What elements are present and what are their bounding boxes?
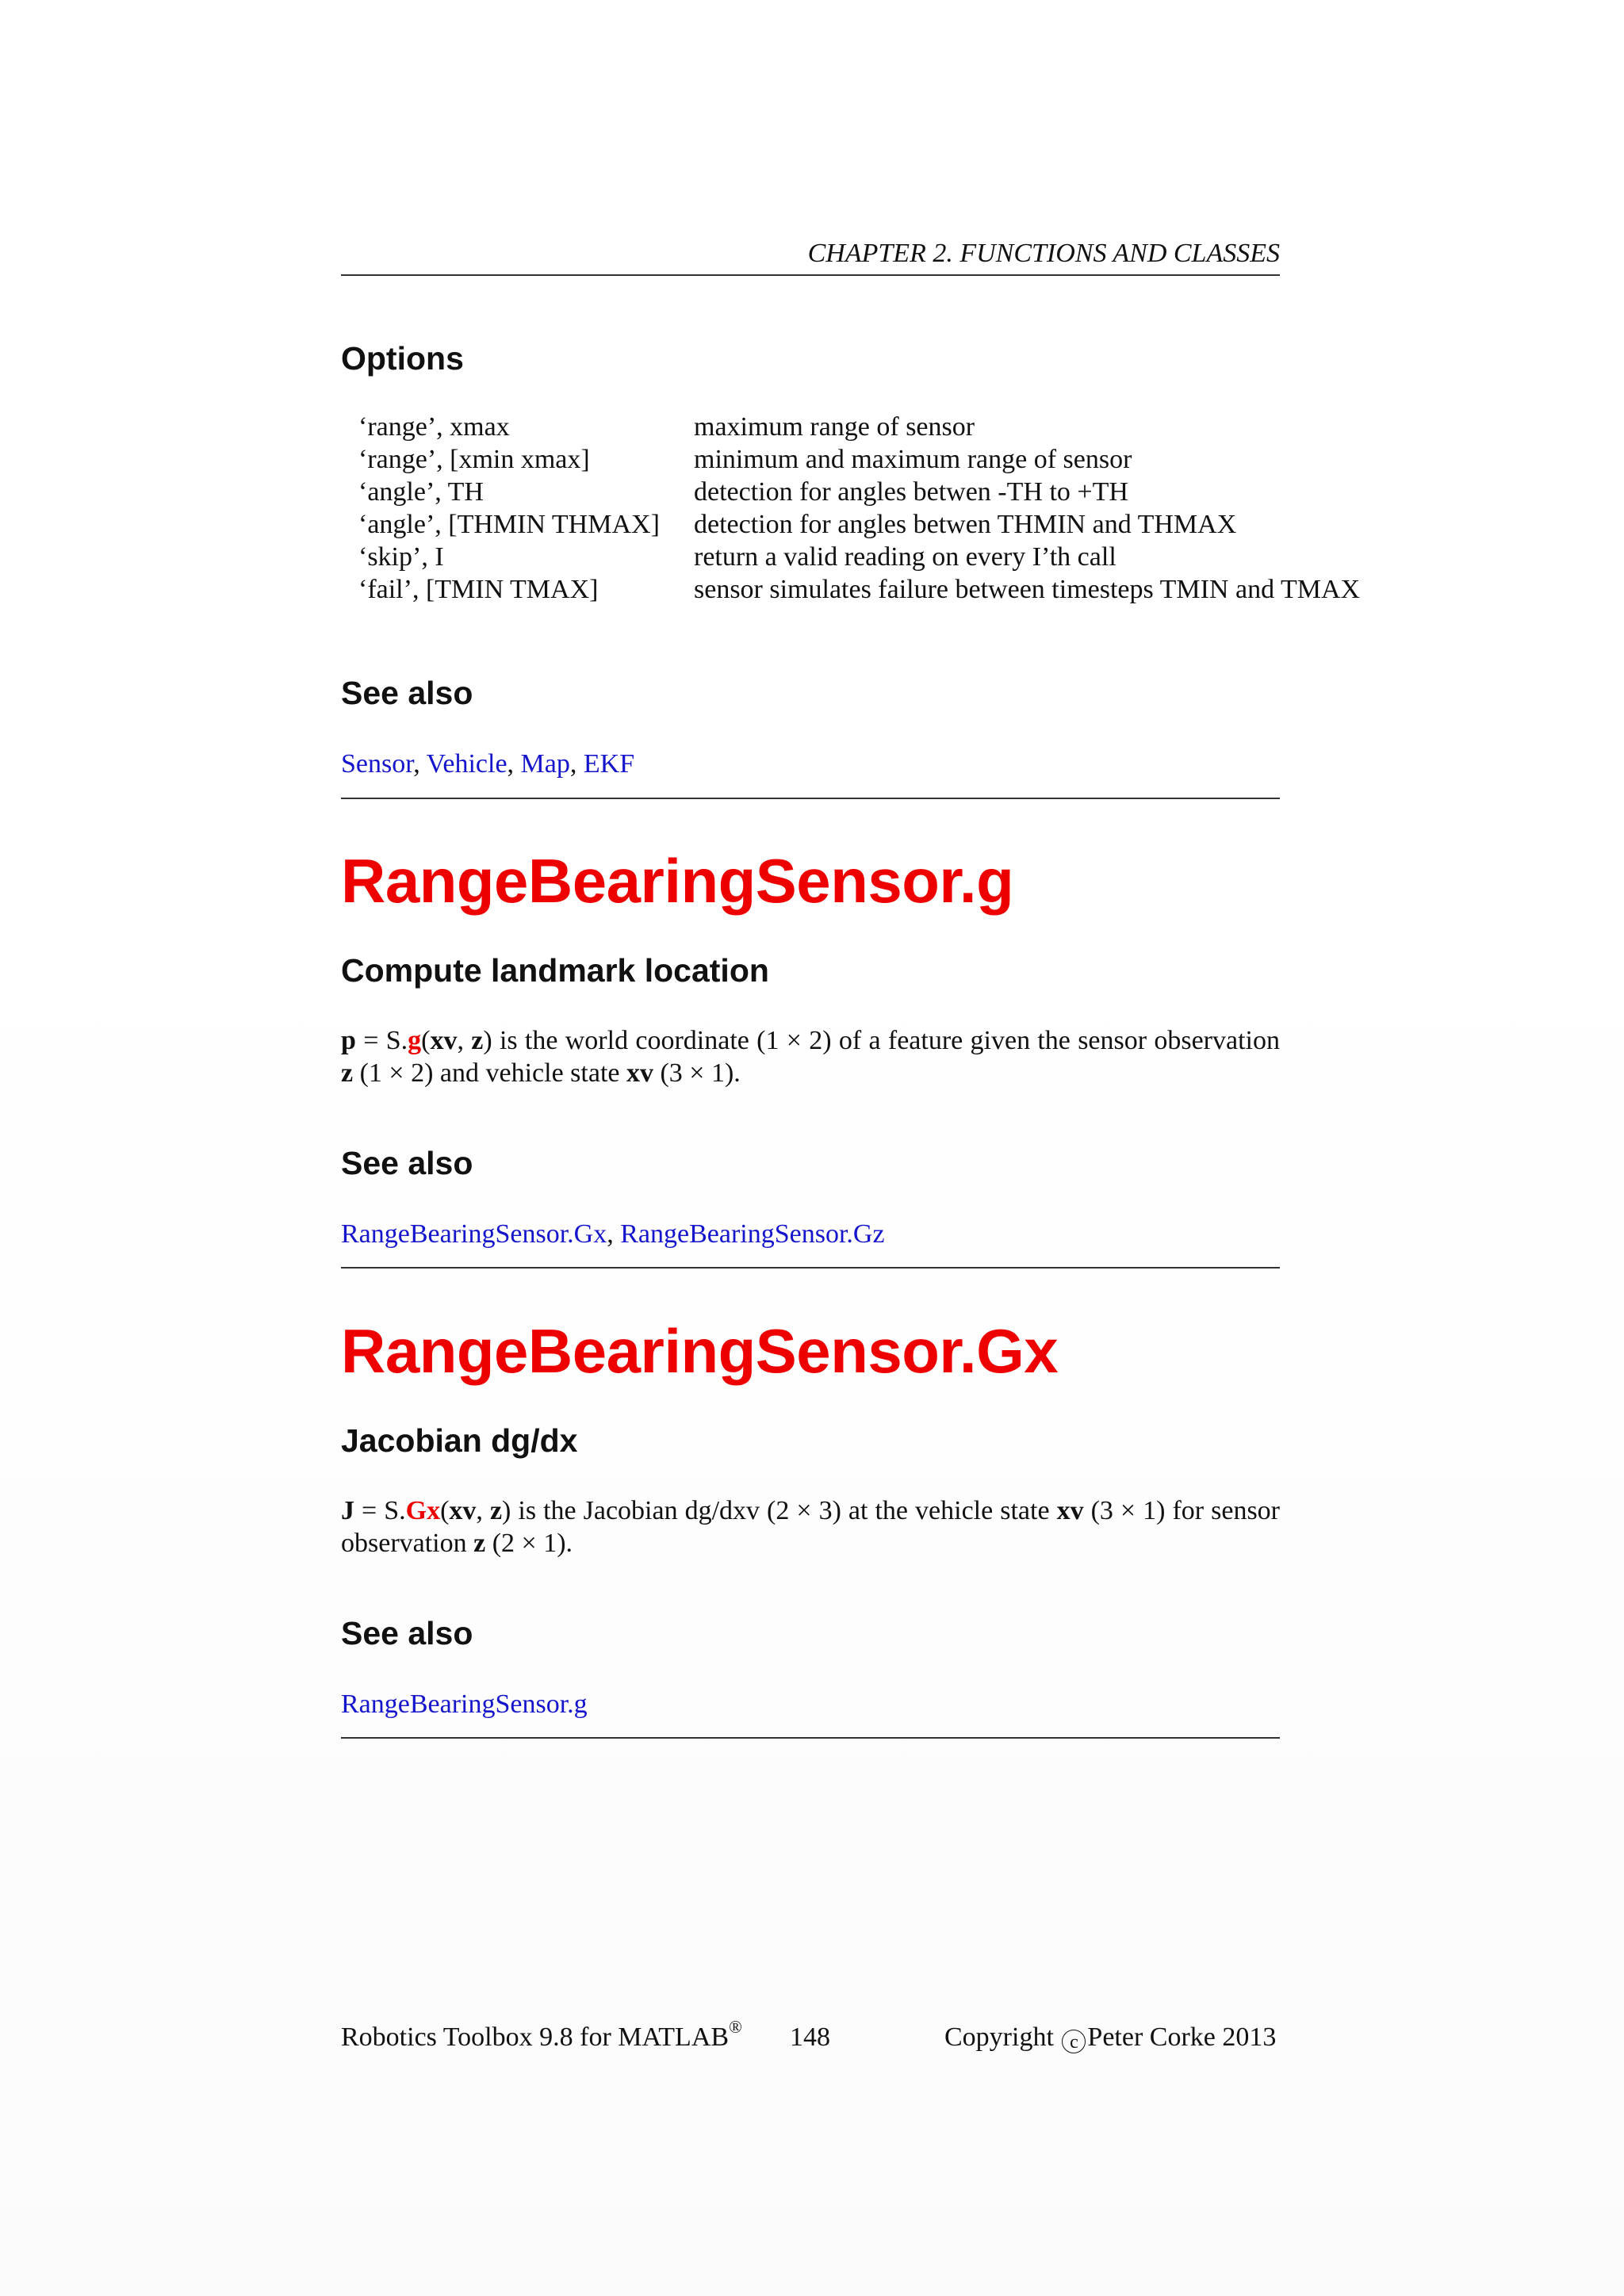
method-title: RangeBearingSensor.g [341,846,1014,916]
method-subtitle: Compute landmark location [341,952,769,989]
see-also-heading: See also [341,1145,473,1181]
desc-text: , [457,1026,472,1055]
options-row [358,573,1360,606]
option-key: ‘range’, xmax [358,412,510,442]
section-rule [341,798,1280,799]
option-key: ‘angle’, TH [358,477,484,507]
option-desc: detection for angles betwen THMIN and THMAX [694,510,1237,539]
link-separator: , [507,749,521,779]
registered-mark: ® [729,2017,742,2037]
function-name: Gx [405,1496,441,1525]
options-table [358,411,1360,606]
option-desc: minimum and maximum range of sensor [694,445,1132,474]
symbol-xv: xv [626,1058,653,1088]
option-desc: detection for angles betwen -TH to +TH [694,477,1128,507]
desc-text: ( [421,1026,431,1055]
link-ekf[interactable]: EKF [583,749,635,779]
option-key: ‘skip’, I [358,542,444,572]
link-separator: , [607,1219,621,1249]
symbol-z: z [471,1026,484,1055]
option-desc: return a valid reading on every I’th call [694,542,1116,572]
link-vehicle[interactable]: Vehicle [426,749,508,779]
link-rangebearingsensor-g[interactable]: RangeBearingSensor.g [341,1689,588,1719]
link-rangebearingsensor-gz[interactable]: RangeBearingSensor.Gz [620,1219,885,1249]
link-separator: , [413,749,427,779]
copyright-symbol: c [1062,2030,1086,2053]
options-row [358,443,1360,476]
desc-text: (3 × 1). [653,1058,741,1088]
option-key: ‘fail’, [TMIN TMAX] [358,575,599,604]
option-desc: maximum range of sensor [694,412,975,442]
page-number: 148 [790,2022,830,2052]
running-head: CHAPTER 2. FUNCTIONS AND CLASSES [807,239,1280,268]
desc-text: (2 × 1). [485,1529,573,1558]
options-heading: Options [341,340,464,377]
desc-text: ) is the Jacobian dg/dxv (2 × 3) at the vehicle state [502,1496,1057,1525]
method-title: RangeBearingSensor.Gx [341,1316,1059,1386]
footer-product-name: Robotics Toolbox 9.8 for MATLAB [341,2022,730,2052]
symbol-p: p [341,1026,356,1055]
footer-copyright [944,2022,1276,2053]
options-row [358,541,1360,573]
see-also-links [341,1689,588,1720]
copyright-label: Copyright [944,2022,1061,2052]
option-key: ‘range’, [xmin xmax] [358,445,590,474]
symbol-z: z [489,1496,503,1525]
desc-text: , [476,1496,490,1525]
desc-text: = S. [355,1026,408,1055]
see-also-heading: See also [341,675,473,711]
method-subtitle: Jacobian dg/dx [341,1422,578,1459]
see-also-links [341,748,634,780]
symbol-xv: xv [449,1496,477,1525]
function-name: g [408,1026,422,1055]
symbol-z: z [473,1529,486,1558]
desc-text: (3 × 1) for sensor observation [341,1496,1280,1558]
section-rule [341,1737,1280,1739]
desc-text: (1 × 2) and vehicle state [353,1058,626,1088]
options-row [358,411,1360,443]
see-also-heading: See also [341,1615,473,1651]
copyright-holder: Peter Corke 2013 [1087,2022,1277,2052]
option-key: ‘angle’, [THMIN THMAX] [358,510,660,539]
symbol-xv: xv [430,1026,458,1055]
link-sensor[interactable]: Sensor [341,749,414,779]
header-rule [341,274,1280,276]
method-description [341,1024,1280,1089]
symbol-z: z [341,1058,354,1088]
footer-product [341,2017,742,2056]
desc-text: ( [440,1496,450,1525]
desc-text: = S. [354,1496,406,1525]
options-row [358,476,1360,508]
see-also-links [341,1219,885,1250]
symbol-xv: xv [1056,1496,1084,1525]
options-row [358,508,1360,541]
section-rule [341,1267,1280,1269]
link-separator: , [569,749,584,779]
option-desc: sensor simulates failure between timesteps TMIN and TMAX [694,575,1361,604]
link-map[interactable]: Map [520,749,570,779]
link-rangebearingsensor-gx[interactable]: RangeBearingSensor.Gx [341,1219,607,1249]
method-description [341,1494,1280,1559]
desc-text: ) is the world coordinate (1 × 2) of a feature given the sensor observation [483,1026,1280,1055]
symbol-j: J [341,1496,354,1525]
